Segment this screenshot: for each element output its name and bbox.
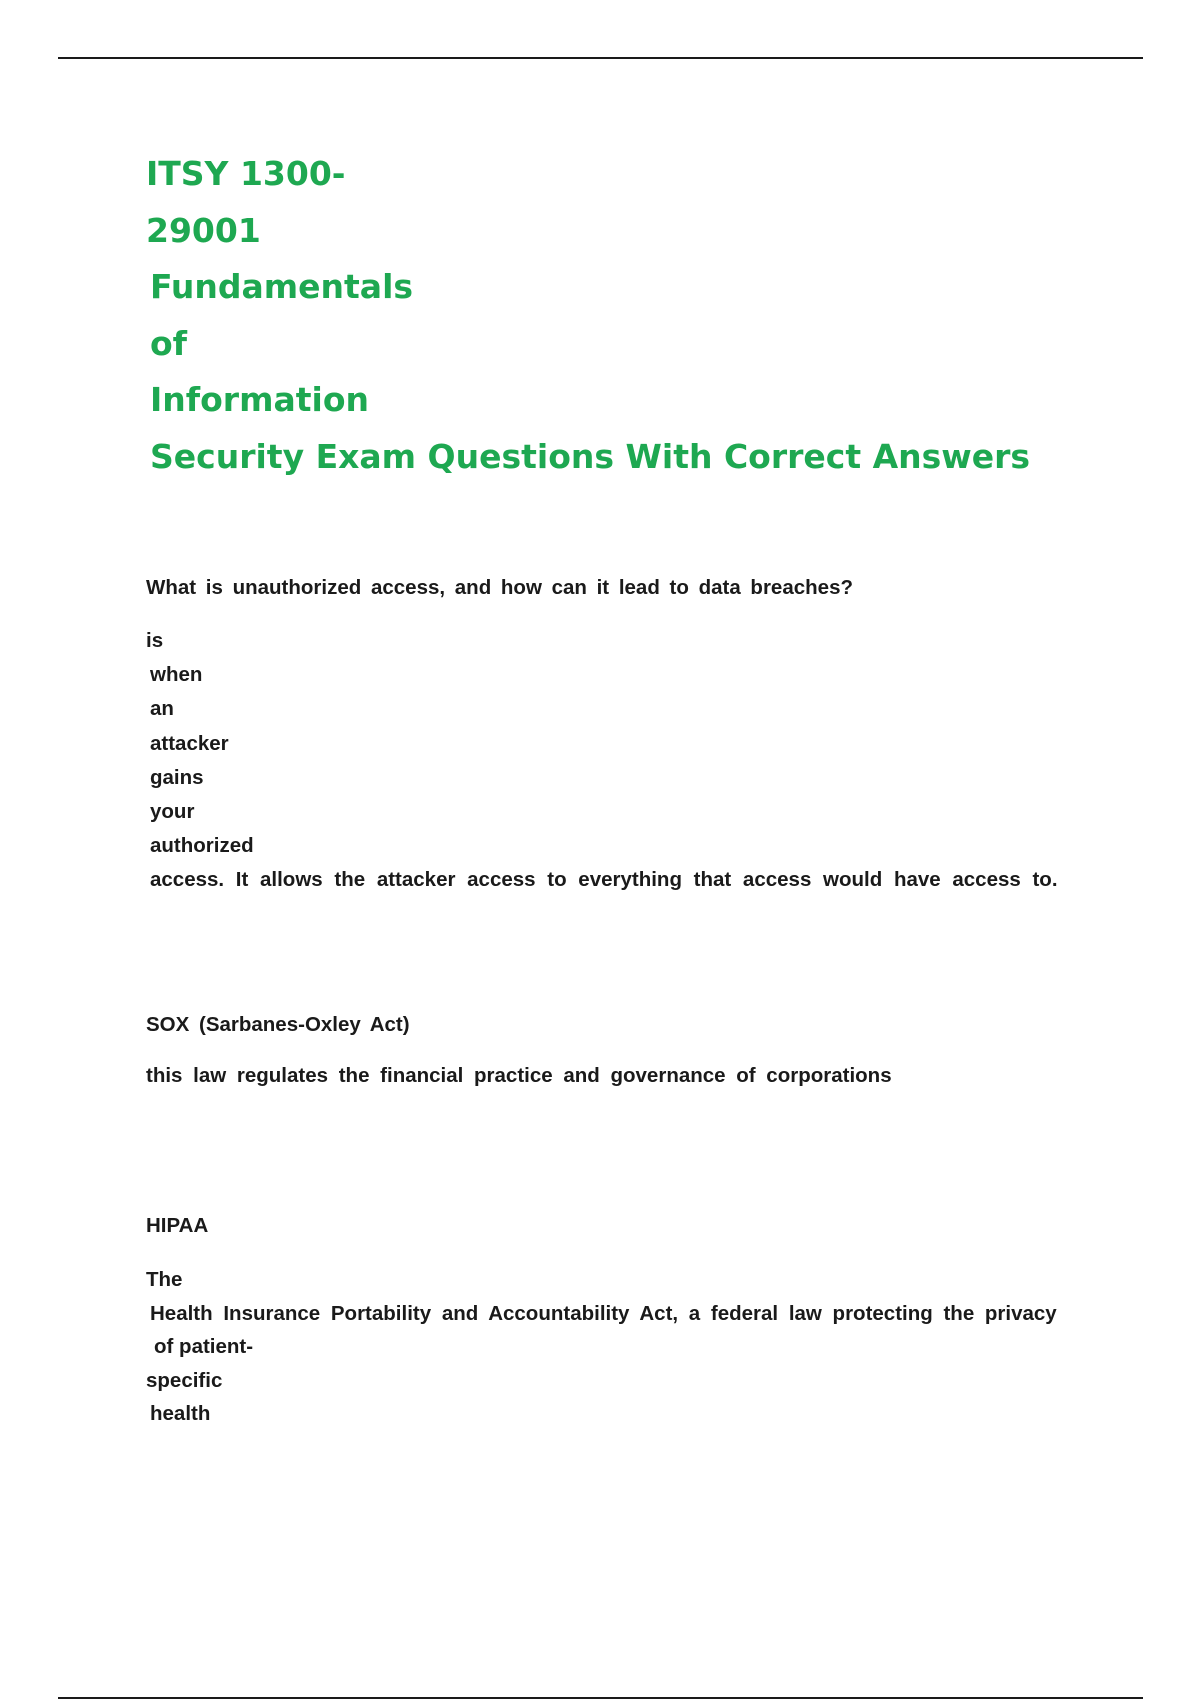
title-line: of [150, 323, 188, 363]
answer-line: The [146, 1268, 183, 1291]
answer-line: health [150, 1402, 211, 1425]
title-line: 29001 [146, 210, 261, 250]
title-line: Information [150, 380, 369, 419]
answer-line: specific [146, 1368, 223, 1392]
answer-text [146, 624, 1058, 898]
answer-line: when [150, 663, 203, 687]
title-line: ITSY 1300- [146, 154, 346, 193]
answer-text: this law regulates the financial practice and governance of corporations [146, 1064, 892, 1087]
question-text: HIPAA [146, 1214, 209, 1237]
answer-line: your [150, 800, 195, 824]
answer-text [146, 1263, 1057, 1431]
footer-rule [58, 1697, 1143, 1699]
answer-line: an [150, 697, 174, 721]
answer-line: of patient- [154, 1335, 254, 1358]
header-rule [58, 57, 1143, 59]
answer-line: attacker [150, 731, 229, 755]
question-text: SOX (Sarbanes-Oxley Act) [146, 1013, 410, 1036]
answer-line: access. It allows the attacker access to everything that access would have access to. [150, 868, 1058, 892]
document-title [146, 146, 1030, 485]
answer-line: authorized [150, 834, 254, 858]
question-text: What is unauthorized access, and how can it lead to data breaches? [146, 576, 853, 599]
title-line: Fundamentals [150, 267, 414, 306]
title-line: Security Exam Questions With Correct Answers [150, 436, 1031, 476]
answer-line: Health Insurance Portability and Accountability Act, a federal law protecting the privacy [150, 1301, 1057, 1325]
answer-line: gains [150, 765, 204, 789]
answer-line: is [146, 629, 164, 652]
